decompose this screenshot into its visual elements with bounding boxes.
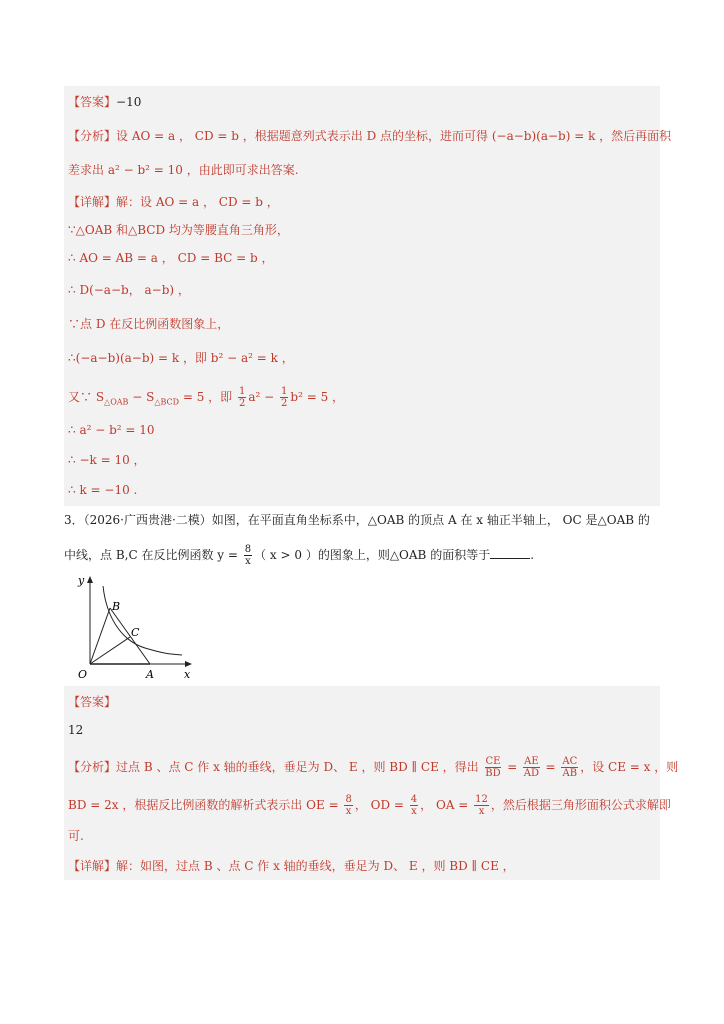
detail-text-7d: △BCD	[154, 397, 180, 407]
analysis2-line-3	[68, 828, 84, 844]
segment-ba	[110, 608, 150, 664]
frac-den: x	[245, 556, 251, 567]
fraction-ac-ab	[561, 756, 578, 779]
answer-line	[68, 94, 141, 110]
fraction-ce-bd	[485, 756, 502, 779]
detail-text-5: ∵点 D 在反比例函数图象上，	[68, 317, 230, 331]
answer2-value-line	[68, 722, 83, 738]
question-3-line-1	[64, 512, 650, 528]
detail-text-7f: a² −	[248, 390, 279, 404]
detail-text-7a: 又∵ S	[68, 390, 105, 404]
x-axis-arrow	[185, 661, 192, 667]
detail-text-1: 解：设 AO = a ， CD = b ，	[116, 195, 279, 209]
detail-line-1	[68, 194, 279, 210]
frac-num: 4	[410, 794, 418, 805]
detail-line-2	[68, 222, 289, 238]
frac-den: AD	[523, 768, 540, 779]
detail2-line-1	[68, 858, 515, 874]
analysis-text-1: 设 AO = a ， CD = b ，根据题意列式表示出 D 点的坐标，进而可得 (−a−b)(a−b) = k ，然后再面积	[116, 129, 672, 143]
detail-text-2: ∵△OAB 和△BCD 均为等腰直角三角形，	[68, 223, 289, 237]
detail-text-9: ∴ −k = 10 ，	[68, 453, 146, 467]
detail-line-4	[68, 282, 190, 298]
detail-line-9	[68, 452, 146, 468]
detail2-text-1: 解：如图，过点 B 、点 C 作 x 轴的垂线，垂足为 D、 E ，则 BD ∥ CE ，	[116, 859, 515, 873]
frac-num: CE	[485, 756, 501, 767]
frac-den: x	[345, 806, 352, 817]
fraction-ae-ad	[523, 756, 540, 779]
detail-line-7	[68, 386, 344, 410]
detail-text-3: ∴ AO = AB = a ， CD = BC = b ，	[68, 251, 274, 265]
label-c: C	[131, 626, 140, 639]
segment-oc	[90, 637, 130, 664]
detail-text-8: ∴ a² − b² = 10	[68, 423, 155, 437]
analysis2-tag: 【分析】	[68, 760, 117, 774]
frac-num: 8	[244, 544, 252, 555]
analysis2-text-1b: ，设 CE = x ，则	[580, 760, 679, 774]
question-3-text-1: 3．（2026·广西贵港·二模）如图，在平面直角坐标系中，△OAB 的顶点 A 在 x 轴正半轴上， OC 是△OAB 的	[64, 513, 650, 527]
label-x: x	[184, 668, 191, 681]
answer-value: −10	[116, 95, 142, 109]
question-3-text-2a: 中线，点 B,C 在反比例函数 y =	[64, 548, 242, 562]
frac-num: 12	[475, 794, 488, 805]
analysis-tag: 【分析】	[68, 129, 117, 143]
detail-line-3	[68, 250, 273, 266]
label-a: A	[146, 668, 154, 681]
question-3-line-2	[64, 544, 534, 567]
answer-block-2	[64, 686, 660, 880]
detail-text-4: ∴ D(−a−b， a−b) ，	[68, 283, 190, 297]
analysis2-line-2	[68, 794, 671, 817]
detail-text-7e: = 5 ，即	[179, 390, 236, 404]
label-o: O	[78, 668, 88, 681]
frac-num: 1	[239, 386, 246, 397]
detail-text-7g: b² = 5 ，	[290, 390, 345, 404]
answer2-tag: 【答案】	[68, 695, 117, 709]
analysis-text-2: 差求出 a² − b² = 10 ，由此即可求出答案.	[68, 163, 299, 177]
analysis2-text-1a: 过点 B 、点 C 作 x 轴的垂线，垂足为 D、 E ，则 BD ∥ CE ，得出	[116, 760, 483, 774]
label-b: B	[112, 600, 121, 613]
y-axis-arrow	[87, 576, 93, 583]
frac-den: x	[478, 806, 485, 817]
analysis-line-1	[68, 128, 671, 144]
fraction-4-x	[410, 794, 418, 817]
frac-den: BD	[485, 768, 501, 779]
answer-tag: 【答案】	[68, 95, 117, 109]
detail-line-5	[68, 316, 229, 332]
analysis2-text-2c: ， OA =	[420, 798, 473, 812]
answer-blank	[490, 548, 530, 559]
analysis2-text-2d: ，然后根据三角形面积公式求解即	[490, 798, 671, 812]
fraction-half-2	[280, 386, 288, 409]
detail-line-10	[68, 482, 137, 498]
frac-num: AC	[562, 756, 578, 767]
analysis2-text-2a: BD = 2x ，根据反比例函数的解析式表示出 OE =	[68, 798, 343, 812]
analysis-line-2	[68, 162, 299, 178]
detail-text-10: ∴ k = −10 .	[68, 483, 138, 497]
label-y: y	[78, 574, 85, 587]
frac-den: x	[411, 806, 417, 817]
frac-den: AB	[562, 768, 578, 779]
frac-num: 1	[281, 386, 288, 397]
analysis2-text-2b: ， OD =	[354, 798, 408, 812]
frac-den: 2	[239, 398, 246, 409]
frac-num: AE	[524, 756, 539, 767]
question-3-text-2c: .	[530, 548, 535, 562]
detail-line-6	[68, 350, 294, 366]
fraction-8-x	[344, 794, 352, 817]
frac-den: 2	[281, 398, 288, 409]
question-3-text-2b: （ x > 0 ）的图象上，则△OAB 的面积等于	[254, 548, 491, 562]
analysis2-text-3: 可.	[68, 829, 84, 843]
detail2-tag: 【详解】	[68, 859, 117, 873]
detail-text-7b: △OAB	[104, 397, 129, 407]
segment-ob	[90, 608, 110, 664]
detail-text-7c: − S	[128, 390, 155, 404]
detail-line-8	[68, 422, 155, 438]
coordinate-figure	[70, 572, 200, 684]
hyperbola-curve	[103, 586, 182, 655]
detail-tag: 【详解】	[68, 195, 117, 209]
detail-text-6: ∴(−a−b)(a−b) = k ，即 b² − a² = k ，	[68, 351, 294, 365]
fraction-8-over-x	[244, 544, 252, 567]
equals: =	[503, 760, 522, 774]
answer2-tag-line	[68, 694, 116, 710]
analysis2-line-1	[68, 756, 678, 779]
fraction-12-x	[474, 794, 489, 817]
equals: =	[541, 760, 560, 774]
fraction-half-1	[238, 386, 246, 409]
frac-num: 8	[345, 794, 352, 805]
answer2-value: 12	[68, 723, 84, 737]
